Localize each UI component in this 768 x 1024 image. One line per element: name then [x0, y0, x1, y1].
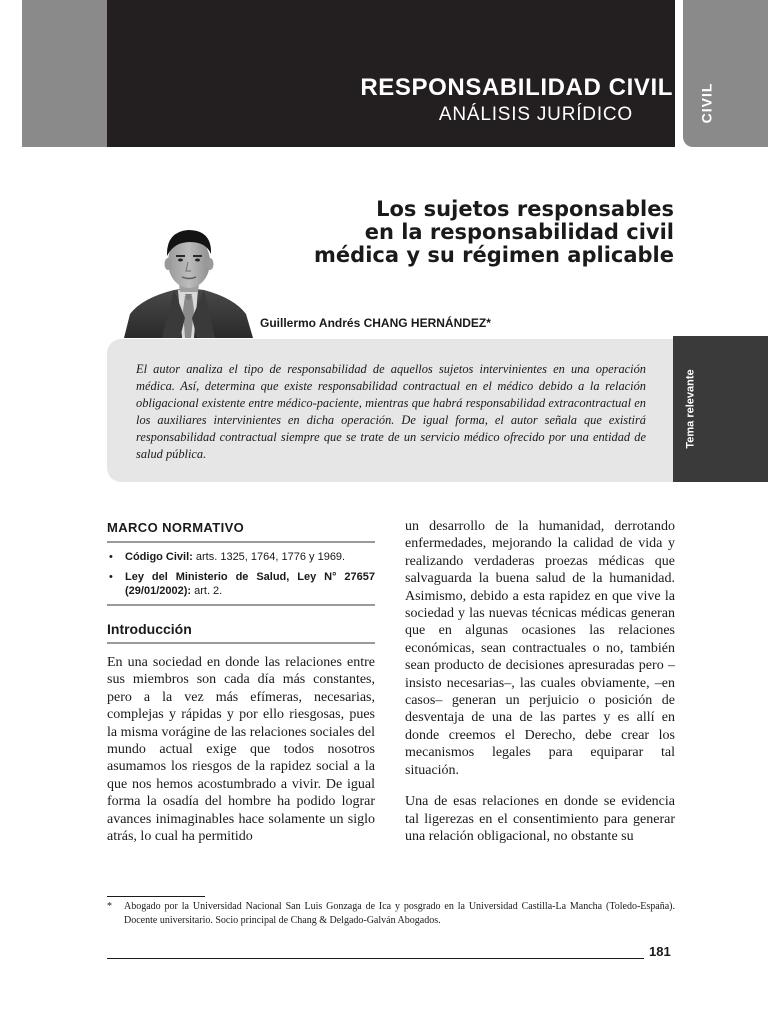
marco-normativo-list — [107, 550, 375, 604]
right-column — [405, 518, 675, 859]
section-subtitle: ANÁLISIS JURÍDICO — [438, 104, 633, 125]
footnote-rule — [107, 896, 205, 897]
author-portrait-image — [122, 218, 255, 338]
footnote-text: Abogado por la Universidad Nacional San Luis Gonzaga de Ica y posgrado en la Universidad Castilla-La Mancha (Toledo-España). Docente universitario. Socio principal de Chang & Delgado-Galván Abogados. — [124, 901, 675, 926]
side-tab-label-wrap — [683, 73, 729, 133]
norm-item — [107, 550, 375, 564]
side-tab-label: CIVIL — [698, 82, 714, 124]
author-photo — [122, 218, 255, 338]
marco-normativo-heading: MARCO NORMATIVO — [107, 520, 245, 535]
divider — [107, 604, 375, 606]
divider — [107, 642, 375, 644]
norm-item-title: Ley del Ministerio de Salud, Ley N° 27657 (29/01/2002): — [125, 571, 375, 597]
page-footer-rule — [107, 958, 644, 959]
tema-relevante-label: Tema relevante — [685, 369, 698, 449]
body-paragraph: un desarrollo de la humanidad, derrotando enfermedades, mejorando la calidad de vida y realizando verdaderas proezas médicas que salvaguarda la buena salud de la humanidad. Asimismo, debido a esta rapidez en que vive la sociedad y las nuevas técnicas médicas generan que en algunas ocasiones las relaciones económicas, sean contractuales o no, también sean producto de decisiones apresuradas pero –insisto necesarias–, las cuales obviamente, –en casos– generan un perjuicio o posición de desventaja de una de las partes y es allí en donde creemos el Derecho, debe crear los mecanismos legales para equiparar tal situación. — [405, 519, 675, 778]
page-number: 181 — [649, 944, 671, 959]
introduccion-heading: Introducción — [107, 621, 192, 637]
body-paragraph-left: En una sociedad en donde las relaciones entre sus miembros son cada día más constantes, pero a la vez más efímeras, necesarias, complejas y rápidas y por ello riesgosas, pues la misma vorágine de las relaciones sociales del mundo actual exige que todos nosotros asumamos los riesgos de la rapidez social a la que nos hemos acostumbrado a vivir. De igual forma la osadía del hombre ha podido lograr avances inimaginables hace solamente un siglo atrás, lo cual ha permitido — [107, 655, 375, 845]
abstract-text: El autor analiza el tipo de responsabilidad de aquellos sujetos intervinientes en una operación médica. Así, determina que existe responsabilidad contractual en el médico debido a la relación obligacional existente entre médico-paciente, mientras que habrá responsabilidad extracontractual en los auxiliares intervinientes en dicha operación. De igual forma, el autor señala que existirá responsabilidad contractual siempre que se trate de un servicio médico ofrecido por una entidad de salud pública. — [136, 362, 646, 461]
divider — [107, 541, 375, 543]
author-name: Guillermo Andrés CHANG HERNÁNDEZ* — [260, 316, 491, 330]
header-left-block — [22, 0, 107, 147]
norm-item — [107, 570, 375, 598]
norm-item-detail: arts. 1325, 1764, 1776 y 1969. — [192, 551, 346, 563]
norm-item-detail: art. 2. — [191, 585, 223, 597]
section-title: RESPONSABILIDAD CIVIL — [360, 74, 673, 101]
tema-relevante-label-wrap — [673, 336, 709, 482]
norm-item-title: Código Civil: — [125, 551, 193, 563]
footnote-marker: * — [107, 901, 112, 912]
article-title: Los sujetos responsables en la responsabilidad civil médica y su régimen aplicable — [314, 197, 674, 267]
body-paragraph: Una de esas relaciones en donde se evidencia tal ligerezas en el consentimiento para generar una relación obligacional, no obstante su — [405, 794, 675, 844]
